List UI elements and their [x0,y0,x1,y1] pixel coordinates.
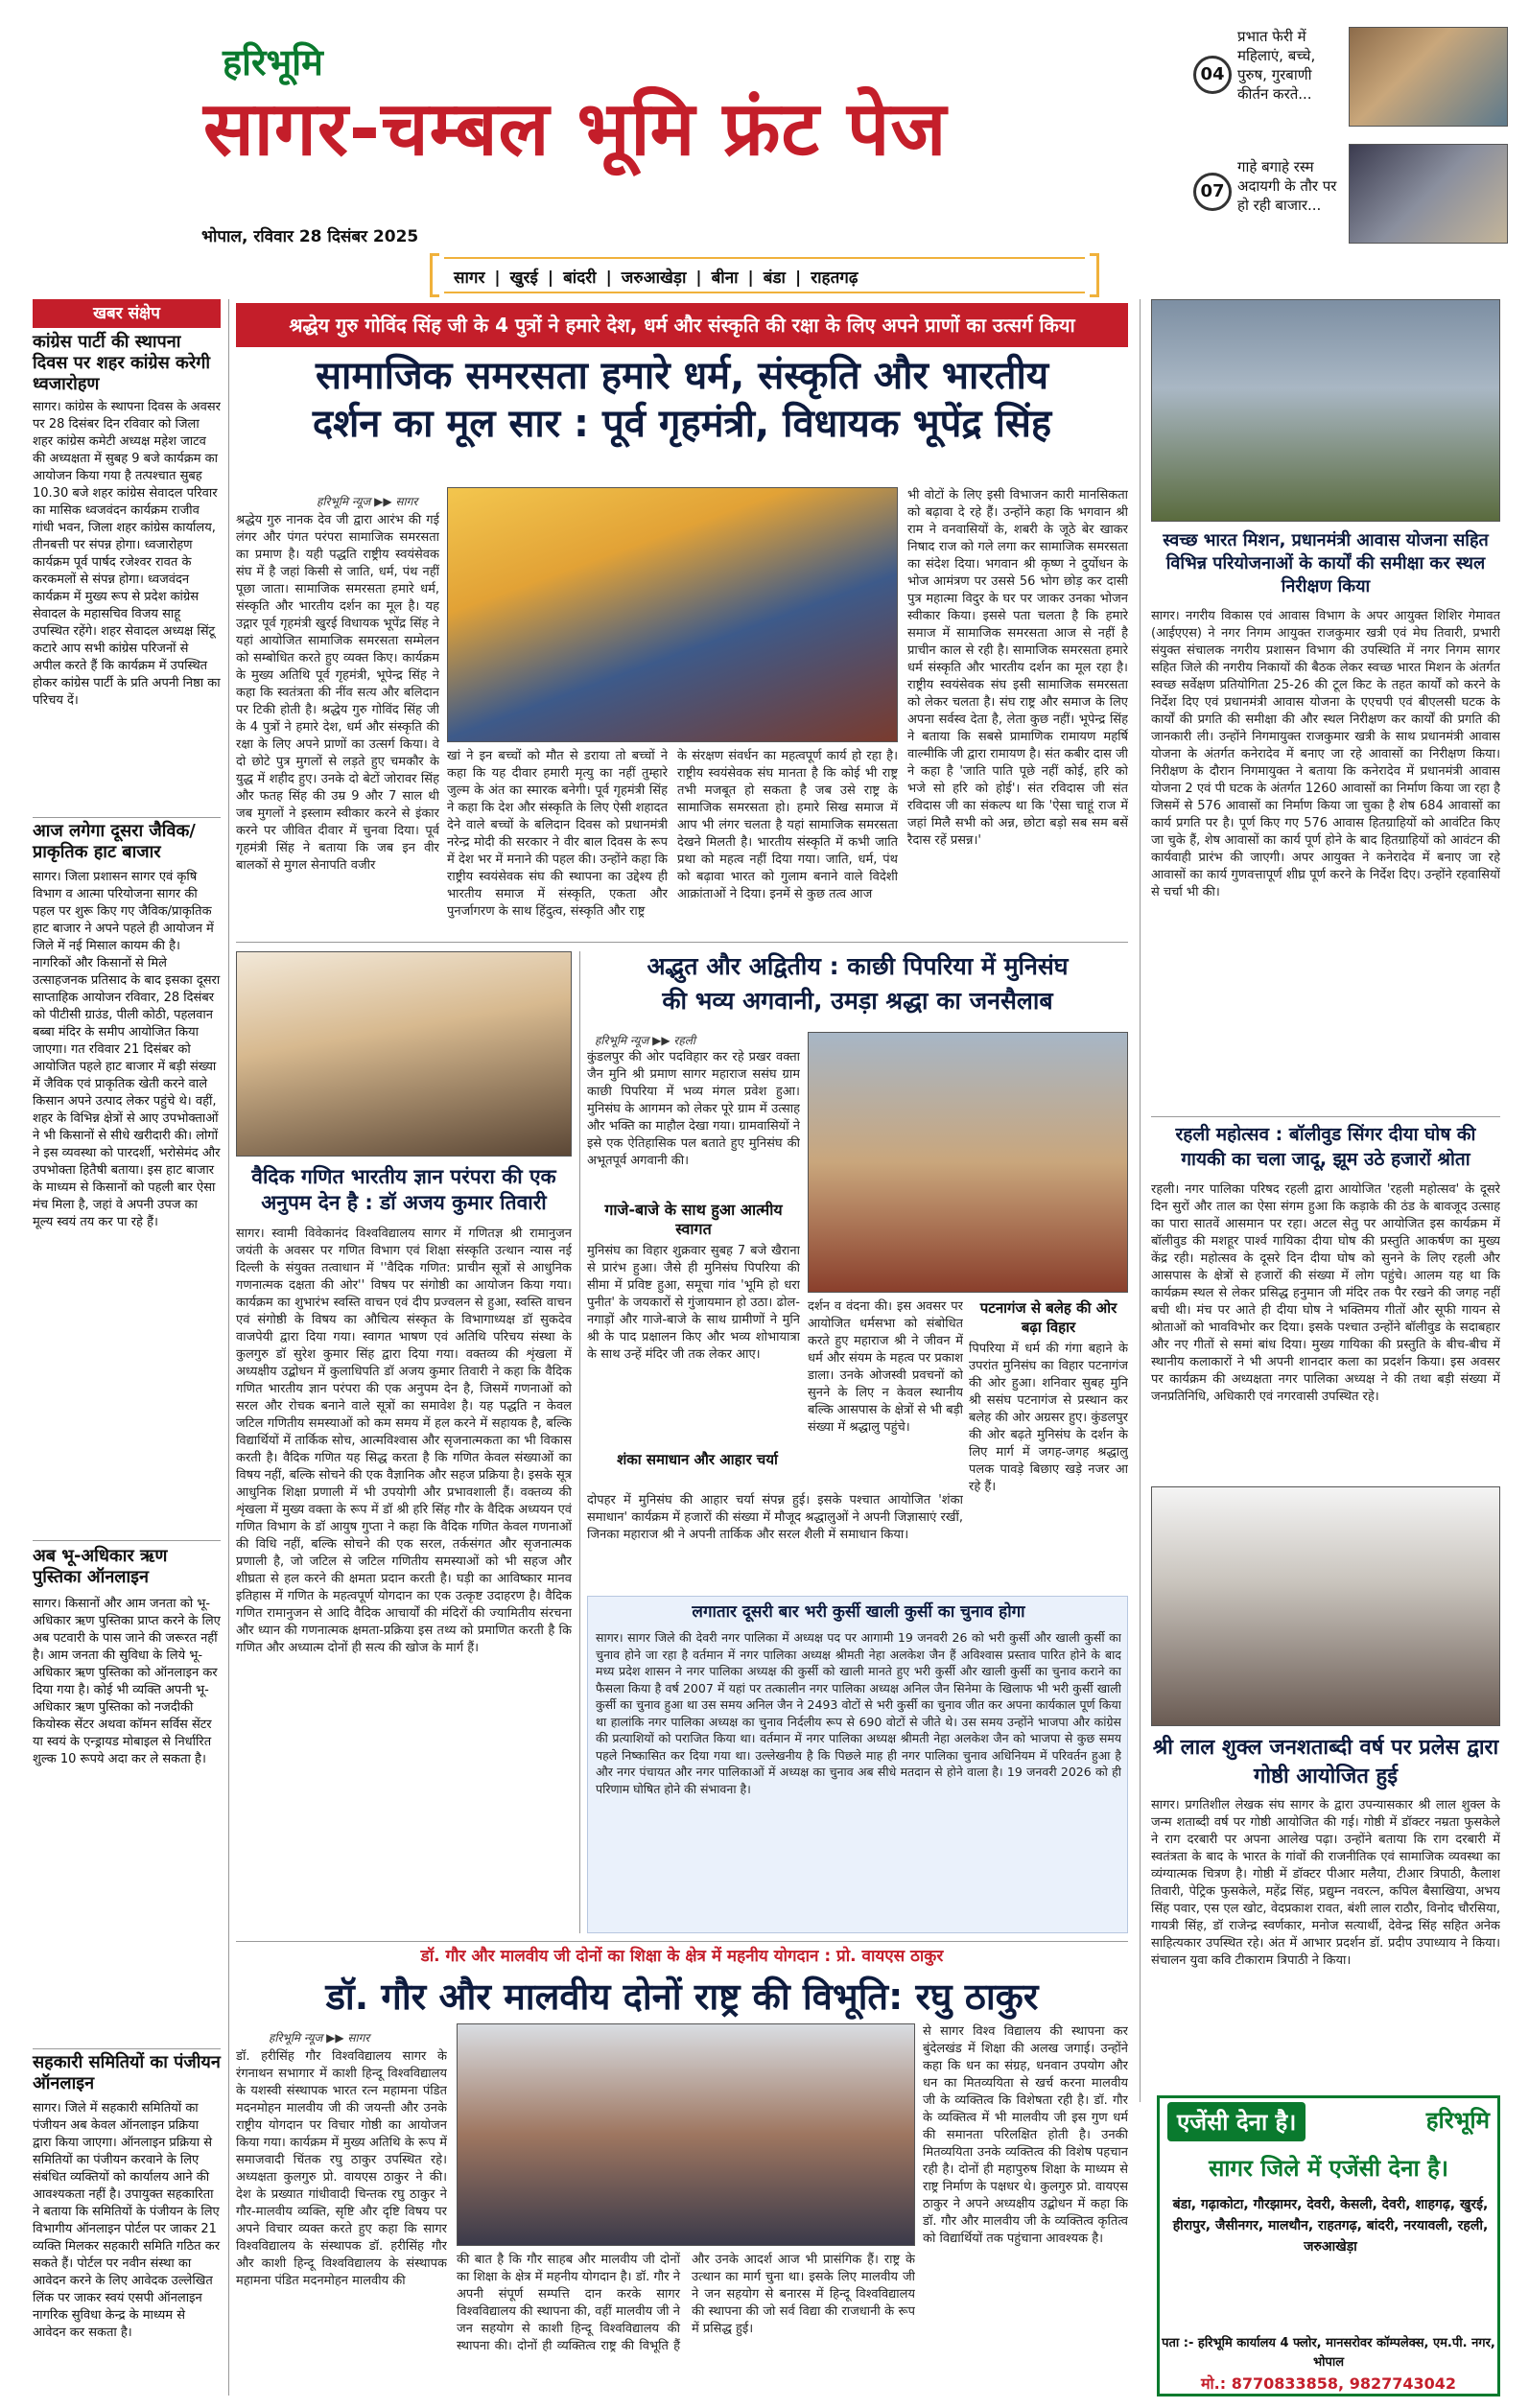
vedic-photo [236,951,572,1157]
ad-header [1160,2098,1497,2139]
agency-ad[interactable] [1157,2095,1500,2396]
column-rule [1140,299,1141,2102]
lead-body-col4: भी वोटों के लिए इसी विभाजन कारी मानसिकता को बढ़ावा दे रहे हैं। उन्होंने कहा कि भगवान श्री राम ने वनवासियों के, शबरी के जूठे बेर खाकर निषाद राज को गले लगा कर सामाजिक समरसता का संदेश दिया। भगवान श्री कृष्ण ने दुर्योधन के भोज आमंत्रण पर उससे 56 भोग छोड़ कर दासी पुत्र महात्मा विदुर के घर पर जाकर उनका भोजन स्वीकार किया। इससे पता चलता है कि हमारे समाज में सामाजिक समरसता आज से नहीं है प्राचीन काल से रही है। सामाजिक समरसता हमारे धर्म संस्कृति और भारतीय दर्शन का मूल रहा है। राष्ट्रीय स्वयंसेवक संघ इसी सामाजिक समरसता को लेकर चलता है। संघ राष्ट्र और समाज के लिए अपना सर्वस्व देता है, लेता कुछ नहीं। भूपेन्द्र सिंह ने बताया कि सबसे प्रामाणिक रामायण महर्षि वाल्मीकि जी द्वारा रामायण है। संत कबीर दास जी ने कहा है 'जाति पाति पूछे नहीं कोई, हरि को भजे सो हरि को होई'। संत रविदास जी संत रविदास जी का संकल्प था कि 'ऐसा चाहूं राज में जहां मिलै सभी को अन्न, छोटा बड़ो सब सम बसें रैदास रहें प्रसन्न।' [907,488,1128,848]
lead-body-col3: के संरक्षण संवर्धन का महत्वपूर्ण कार्य हो रहा है। राष्ट्रीय स्वयंसेवक संघ मानता है कि कोई भी राष्ट्र तभी मजबूत हो सकता है जब उसे राष्ट्र के सामाजिक समरसता हो। हमारे सिख समाज में आप भी लंगर चलता है यहां सामाजिक समरसता देखने मिलती है। भारतीय संस्कृति में कभी जाति प्रथा को महत्व नहीं दिया गया। जाति, धर्म, पंथ को बढ़ावा भारत को गुलाम बनाने वाले विदेशी आक्रांताओं ने दिया। इनमें से कुछ तत्व आज [677,749,898,901]
divider [33,2048,221,2049]
muni-body: मुनिसंघ का विहार शुक्रवार सुबह 7 बजे खैराना से प्रारंभ हुआ। जैसे ही मुनिसंघ पिपरिया की सीमा में प्रविष्ट हुआ, समूचा गांव 'भूमि हो धरा पुनीत' के जयकारों से गुंजायमान हो उठा। ढोल-नगाड़ों और गाजे-बाजे के साथ ग्रामीणों ने मुनि श्री के पाद प्रक्षालन किए और भव्य शोभायात्रा के साथ उन्हें मंदिर जी तक लेकर आए। [587,1244,800,1362]
election-headline: लगातार दूसरी बार भरी कुर्सी खाली कुर्सी का चुनाव होगा [692,1602,1025,1622]
lalshukl-body: सागर। प्रगतिशील लेखक संघ सागर के द्वारा उपन्यासकार श्री लाल शुक्ल के जन्म शताब्दी वर्ष पर गोष्ठी आयोजित की गई। गोष्ठी में डॉक्टर नम्रता फुसकेले ने राग दरबारी पर अपना आलेख पढ़ा। उन्होंने बताया कि राग दरबारी में स्वतंत्रता के बाद के भारत के गांवों की राजनीतिक एवं सामाजिक व्यवस्था का व्यंग्यात्मक चित्रण है। गोष्ठी में डॉक्टर पीआर मलैया, टीआर त्रिपाठी, कैलाश तिवारी, पेट्रिक फुसकेले, महेंद्र सिंह, प्रद्युम्न नवरत्न, कपिल बैसाखिया, अभय सिंह पवार, एस एल खोट, वेदप्रकाश रावत, बंशी लाल राठौर, विनोद चौरसिया, गायत्री सिंह, डॉ राजेन्द्र स्वर्णकार, मनोज सत्यार्थी, देवेन्द्र सिंह सहित अनेक साहित्यकार उपस्थित रहे। अंत में आभार प्रदर्शन डॉ. प्रदीप उपाध्याय ने किया। संचालन युवा कवि टीकाराम त्रिपाठी ने किया। [1151,1798,1500,1968]
brief-body: सागर। जिला प्रशासन सागर एवं कृषि विभाग व आत्मा परियोजना सागर की पहल पर शुरू किए गए जैविक/प्राकृतिक हाट बाजार ने अपने पहले ही आयोजन में जिले में नई मिसाल कायम की है। नागरिकों और किसानों से मिले उत्साहजनक प्रतिसाद के बाद इसका दूसरा साप्ताहिक आयोजन रविवार, 28 दिसंबर को पीटीसी ग्राउंड, पीली कोठी, पहलवान बब्बा मंदिर के समीप आयोजित किया जाएगा। गत रविवार 21 दिसंबर को आयोजित पहले हाट बाजार में बड़ी संख्या में जैविक एवं प्राकृतिक खेती करने वाले किसान अपने उत्पाद लेकर पहुंचे थे। वहीं, शहर के विभिन्न क्षेत्रों से आए उपभोक्ताओं ने भी किसानों से सीधे खरीदारी की। लोगों ने इस व्यवस्था को पारदर्शी, भरोसेमंद और उपभोक्ता हितैषी बताया। इस हाट बाजार के माध्यम से किसानों को पहली बार ऐसा मंच मिला है, जहां वे अपनी उपज का मूल्य स्वयं तय कर पा रहे हैं। [33,870,221,1229]
column-rule [579,951,580,1933]
brief-body: सागर। कांग्रेस के स्थापना दिवस के अवसर पर 28 दिसंबर दिन रविवार को जिला शहर कांग्रेस कमेटी अध्यक्ष महेश जाटव की अध्यक्षता में सुबह 9 बजे कार्यक्रम का आयोजन किया गया है तत्पश्चात सुबह 10.30 बजे शहर कांग्रेस सेवादल परिवार का मासिक ध्वजवंदन कार्यक्रम राजीव गांधी भवन, जिला शहर कांग्रेस कार्यालय, तीनबत्ती पर संपन्न होगा। ध्वजारोहण कार्यक्रम पूर्व पार्षद रजेश्वर रावत के करकमलों से संपन्न होगा। ध्वजवंदन कार्यक्रम में मुख्य रूप से प्रदेश कांग्रेस सेवादल के महासचिव विजय साहू उपस्थित रहेंगे। शहर सेवादल अध्यक्ष सिंटू कटारे आप सभी कांग्रेस परिजनों से अपील करते हैं कि कार्यक्रम में उपस्थित होकर कांग्रेस पार्टी के प्रति अपनी निष्ठा का परिचय दें। [33,400,221,708]
gour-headline: डॉ. गौर और मालवीय दोनों राष्ट्र की विभूति: रघु ठाकुर [325,1975,1039,2018]
city-sagar[interactable]: सागर [454,269,485,288]
muni-subhead: शंका समाधान और आहार चर्या [617,1451,778,1468]
city-bina[interactable]: बीना [711,269,739,288]
muni-byline: हरिभूमि न्यूज ▶▶ रहली [595,1034,695,1047]
news-brief-band: खबर संक्षेप [33,299,221,328]
city-bandri[interactable]: बांदरी [563,269,597,288]
teaser-photo [1349,144,1508,244]
lead-banner: श्रद्धेय गुरु गोविंद सिंह जी के 4 पुत्रों ने हमारे देश, धर्म और संस्कृति की रक्षा के लिए अपने प्राणों का उत्सर्ग किया [236,303,1128,347]
teaser-07[interactable] [1193,144,1510,244]
gour-kicker: डॉ. गौर और मालवीय जी दोनों का शिक्षा के क्षेत्र में महनीय योगदान : प्रो. वायएस ठाकुर [420,1947,944,1966]
brief-headline: आज लगेगा दूसरा जैविक/ प्राकृतिक हाट बाजार [33,821,196,862]
ad-title: एजेंसी देना है। [1167,2102,1306,2141]
brief-headline: सहकारी समितियों का पंजीयन ऑनलाइन [33,2052,221,2093]
lead-byline: हरिभूमि न्यूज ▶▶ सागर [317,495,418,508]
column-rule [228,299,229,2396]
masthead [201,27,1153,246]
ad-logo: हरिभूमि [1425,2106,1490,2134]
city-khurai[interactable]: खुरई [509,269,538,288]
swachh-body: सागर। नगरीय विकास एवं आवास विभाग के अपर आयुक्त शिशिर गेमावत (आईएएस) ने नगर निगम आयुक्त राजकुमार खत्री एवं मेघ तिवारी, प्रभारी संयुक्त संचालक नगरीय प्रशासन विभाग की उपस्थिति में नगर निगम सागर सहित जिले की नगरीय निकायों की बैठक लेकर स्वच्छ भारत मिशन के अंतर्गत स्वच्छ सर्वेक्षण प्रतियोगिता 25-26 की टूल किट के तहत कार्यों को करने के निर्देश दिए एवं प्रधानमंत्री आवास योजना के एएचपी एवं बीएलसी घटक के कार्यों की प्रगति की समीक्षा की और स्थल निरीक्षण कर कार्यों की प्रगति की जानकारी ली। उन्होंने निगमायुक्त राजकुमार खत्री के साथ प्रधानमंत्री आवास योजना के अंतर्गत कनेरादेव में बनाए जा रहे आवासों का निरीक्षण किया। निरीक्षण के दौरान निगमायुक्त ने बताया कि कनेरादेव में प्रधानमंत्री आवास योजना 2 एवं पी घटक के अंतर्गत 1260 आवासों का निर्माण किया जा रहा है जिसमें से 576 आवासों का निर्माण किया जा चुका है शेष 684 आवासों का कार्य प्रगति पर है। पूर्ण किए गए 576 आवास हितग्राहियों को आवंटित किए जा चुके हैं, शेष आवासों का कार्य पूर्ण होने के बाद हितग्राहियों को आवंटन की कार्यवाही प्रारंभ की जाएगी। अपर आयुक्त ने कनेरादेव में बनाए जा रहे आवासों का कार्य गुणवत्तापूर्ण शीघ्र पूर्ण करने के निर्देश दिए। उन्होंने रहवासियों से चर्चा भी की। [1151,609,1500,900]
brief-headline: अब भू-अधिकार ऋण पुस्तिका ऑनलाइन [33,1546,168,1587]
brief-headline: कांग्रेस पार्टी की स्थापना दिवस पर शहर कांग्रेस करेगी ध्वजारोहण [33,332,210,394]
gour-byline: हरिभूमि न्यूज ▶▶ सागर [269,2031,370,2045]
teaser-04[interactable] [1193,27,1510,127]
divider [236,942,1128,943]
brief-body: सागर। जिले में सहकारी समितियों का पंजीयन अब केवल ऑनलाइन प्रक्रिया द्वारा किया जाएगा। ऑनलाइन प्रक्रिया से समितियों का पंजीयन करवाने के लिए संबंधित व्यक्तियों को कार्यालय आने की आवश्यकता नहीं है। उपायुक्त सहकारिता ने बताया कि समितियों के पंजीयन के लिए विभागीय ऑनलाइन पोर्टल पर जाकर 21 व्यक्ति मिलकर सहकारी समिति गठित कर सकते हैं। पोर्टल पर नवीन संस्था का आवेदन करने के लिए आवेदक उल्लेखित लिंक पर जाकर स्वयं एसपी ऑनलाइन नागरिक सुविधा केन्द्र के माध्यम से आवेदन कर सकता है। [33,2101,221,2340]
lead-headline-line2: दर्शन का मूल सार : पूर्व गृहमंत्री, विधायक भूपेंद्र सिंह [312,402,1052,446]
vedic-body: सागर। स्वामी विवेकानंद विश्वविद्यालय सागर में गणितज्ञ श्री रामानुजन जयंती के अवसर पर गणित विभाग एवं शिक्षा संस्कृति उत्थान न्यास नई दिल्ली के संयुक्त तत्वाधान में ''वैदिक गणित: प्राचीन सूत्रों से आधुनिक गणनात्मक दक्षता की ओर'' विषय पर संगोष्ठी का आयोजन किया गया। कार्यक्रम का शुभारंभ स्वस्ति वाचन एवं दीप प्रज्वलन से हुआ, स्वस्ति वाचन एवं संगोष्ठी के विषय का औचित्य संस्कृत के विभागाध्यक्ष डॉ सुकदेव वाजपेयी द्वारा दिया गया। स्वागत भाषण एवं अतिथि परिचय संस्था के कुलगुरु डॉ सुरेश कुमार सिंह द्वारा दिया गया। वक्तव्य की शृंखला में अध्यक्षीय उद्बोधन में कुलाधिपति डॉ अजय कुमार तिवारी ने कहा कि वैदिक गणित भारतीय ज्ञान परंपरा की एक अनुपम देन है, जिसमें गणनाओं को सरल और रोचक बनाने वाले सूत्रों का समावेश है। यह पद्धति न केवल जटिल गणितीय समस्याओं को कम समय में हल करने में सहायक है, बल्कि विद्यार्थियों में तार्किक सोच, आत्मविश्वास और सृजनात्मकता का भी विकास करती है। वैदिक गणित यह सिद्ध करता है कि गणित केवल संख्याओं का विषय नहीं, बल्कि सोचने की एक वैज्ञानिक और सहज प्रक्रिया है। इसके सूत्र आधुनिक शिक्षा प्रणाली में भी उपयोगी और प्रभावशाली हैं। वक्तव्य की शृंखला में मुख्य वक्ता के रूप में डॉ श्री हरि सिंह गौर के वैदिक अध्ययन एवं गणित विभाग के डॉ आयुष गुप्ता ने कहा कि वैदिक गणित केवल गणनाओं की विधि नहीं, बल्कि सोचने की एक सरल, तर्कसंगत और सृजनात्मक प्रणाली है, जो जटिल से जटिल गणितीय समस्याओं को भी सहज और शीघ्रता से हल करने की क्षमता प्रदान करती है। घड़ी का आविष्कार मानव इतिहास में गणित के महत्वपूर्ण योगदान का एक उत्कृष्ट उदाहरण है। वैदिक गणित रामानुजन से आदि वैदिक आचार्यों की मंदिरों की ज्यामितीय संरचना और ध्यान की गणनात्मक क्षमता-प्रक्रिया इस तथ्य को प्रमाणित करती है कि गणित और अध्यात्म दोनों ही सत्य की खोज के मार्ग हैं। [236,1227,572,1655]
teaser-page-number: 04 [1193,56,1232,94]
divider [33,1540,221,1541]
teaser-text: गाहे बगाहे रस्म अदायगी के तौर पर हो रही बाजार... [1237,158,1337,214]
page-title: सागर-चम्बल भूमि फ्रंट पेज [203,86,948,173]
city-banda[interactable]: बंडा [763,269,786,288]
muni-subhead: पटनागंज से बलेह की ओर बढ़ा विहार [979,1299,1117,1336]
election-box [587,1596,1128,1933]
muni-photo [808,1032,1128,1293]
gour-photo [457,2023,915,2246]
lead-body-col1: श्रद्धेय गुरु नानक देव जी द्वारा आरंभ की गई लंगर और पंगत परंपरा सामाजिक समरसता का प्रमाण है। यही पद्धति राष्ट्रीय स्वयंसेवक संघ में है जहां किसी से जाति, धर्म, पंथ नहीं पूछा जाता। सामाजिक समरसता हमारे धर्म, संस्कृति और भारतीय दर्शन का मूल है। यह उद्गार पूर्व गृहमंत्री खुरई विधायक भूपेंद्र सिंह ने यहां आयोजित सामाजिक समरसता सम्मेलन को सम्बोधित करते हुए व्यक्त किए। कार्यक्रम के मुख्य अतिथि पूर्व गृहमंत्री, भूपेन्द्र सिंह ने कहा कि स्वतंत्रता की नींव सत्य और बलिदान पर टिकी होती है। श्रद्धेय गुरु गोविंद सिंह जी के 4 पुत्रों ने हमारे देश, धर्म और संस्कृति की रक्षा के लिए अपने प्राणों का उत्सर्ग किया। वे दो छोटे पुत्र मुगलों से लड़ते हुए चमकौर के युद्ध में शहीद हुए। उनके दो बेटों जोरावर सिंह और फतह सिंह की उम्र 9 और 7 साल थी जब मुगलों ने इस्लाम स्वीकार करने से इंकार करने पर जीवित दीवार में चुनवा दिया। पूर्व गृहमंत्री सिंह ने बताया कि जब इन वीर बालकों से मुगल सेनापति वजीर [236,513,439,873]
city-bracket-right [1090,253,1099,297]
gour-body-col3: की बात है कि गौर साहब और मालवीय जी दोनों का शिक्षा के क्षेत्र में महनीय योगदान है। डॉ. गौर ने अपनी संपूर्ण सम्पत्ति दान करके सागर विश्वविद्यालय की स्थापना की, वहीं मालवीय जी ने जन सहयोग से काशी हिन्दू विश्वविद्यालय की स्थापना की। दोनों ही व्यक्तित्व राष्ट्र की विभूति हैं और उनके आदर्श आज भी प्रासंगिक हैं। राष्ट्र के उत्थान का मार्ग चुना था। इसके लिए मालवीय जी ने जन सहयोग से बनारस में हिन्दू विश्वविद्यालय की स्थापना की जो सर्व विद्या की राजधानी के रूप में प्रसिद्ध हुई। [457,2253,915,2353]
ad-subtitle: सागर जिले में एजेंसी देना है। [1209,2155,1448,2182]
ad-phone[interactable]: मो.: 8770833858, 9827743042 [1200,2374,1457,2393]
city-jaruakheda[interactable]: जरुआखेड़ा [621,269,687,288]
brief-body: सागर। किसानों और आम जनता को भू-अधिकार ऋण पुस्तिका प्राप्त करने के लिए अब पटवारी के पास जाने की जरूरत नहीं है। आम जनता की सुविधा के लिये भू-अधिकार ऋण पुस्तिका को ऑनलाइन कर दिया गया है। कोई भी व्यक्ति अपनी भू-अधिकार ऋण पुस्तिका को नजदीकी कियोस्क सेंटर अथवा कॉमन सर्विस सेंटर या स्वयं के एन्ड्रायड मोबाइल से निर्धारित शुल्क 10 रूपये अदा कर ले सकता है। [33,1597,221,1766]
gour-body-col1: डॉ. हरीसिंह गौर विश्वविद्यालय सागर के रंगनाथन सभागार में काशी हिन्दू विश्वविद्यालय के यशस्वी संस्थापक भारत रत्न महामना पंडित मदनमोहन मालवीय जी की जयन्ती और उनके राष्ट्रीय योगदान पर विचार गोष्ठी का आयोजन किया गया। कार्यक्रम में मुख्य अतिथि के रूप में समाजवादी चिंतक रघु ठाकुर उपस्थित रहे। अध्यक्षता कुलगुरु प्रो. वायएस ठाकुर ने की। देश के प्रख्यात गांधीवादी चिन्तक रघु ठाकुर ने गौर-मालवीय व्यक्ति, सृष्टि और दृष्टि विषय पर अपने विचार व्यक्त करते हुए कहा कि सागर विश्वविद्यालय के संस्थापक डॉ. हरीसिंह गौर और काशी हिन्दू विश्वविद्यालय के संस्थापक महामना पंडित मदनमोहन मालवीय की [236,2049,447,2288]
ad-address: पता :- हरिभूमि कार्यालय 4 फ्लोर, मानसरोवर कॉम्पलेक्स, एम.पी. नगर, भोपाल [1162,2336,1495,2370]
muni-body: पिपरिया में धर्म की गंगा बहाने के उपरांत मुनिसंघ का विहार पटनागंज की ओर हुआ। शनिवार सुबह मुनि श्री ससंघ पटनागंज से प्रस्थान कर बलेह की ओर अग्रसर हुए। कुंडलपुर की ओर बढ़ते मुनिसंघ के दर्शन के लिए मार्ग में जगह-जगह श्रद्धालु पलक पावड़े बिछाए खड़े नजर आ रहे हैं। [969,1342,1128,1494]
muni-headline-line1: अद्भुत और अद्वितीय : काछी पिपरिया में मुनिसंघ [647,952,1069,980]
gour-body-col4: से सागर विश्व विद्यालय की स्थापना कर बुंदेलखंड में शिक्षा की अलख जगाई। उन्होंने कहा कि धन का संग्रह, धनवान उपयोग और धन का मितव्ययिता से खर्च करना मालवीय जी के व्यक्तित्व कि विशेषता रही है। डॉ. गौर के व्यक्तित्व में भी मालवीय जी इस गुण धर्म की समानता परिलक्षित होती है। उनकी मितव्ययिता उनके व्यक्तित्व की विशेष पहचान रही है। दोनों ही महापुरुष शिक्षा के माध्यम से राष्ट्र निर्माण के पक्षधर थे। कुलगुरु प्रो. वायएस ठाकुर ने अपने अध्यक्षीय उद्बोधन में कहा कि डॉ. गौर और मालवीय जी के व्यक्तित्व कृतित्व को विद्यार्थियों तक पहुंचाना आवश्यक है। [923,2024,1128,2246]
dateline: भोपाल, रविवार 28 दिसंबर 2025 [201,227,419,246]
city-nav: सागर | खुरई | बांदरी | जरुआखेड़ा | बीना | बंडा | राहतगढ़ [444,257,1085,293]
teaser-page-number: 07 [1193,173,1232,211]
muni-body: कुंडलपुर की ओर पदविहार कर रहे प्रखर वक्ता जैन मुनि श्री प्रमाण सागर महाराज ससंघ ग्राम काछी पिपरिया में भव्य मंगल प्रवेश हुआ। मुनिसंघ के आगमन को लेकर पूरे ग्राम में उत्साह और भक्ति का माहौल देखा गया। ग्रामवासियों ने इसे एक ऐतिहासिक पल बताते हुए मुनिसंघ की अभूतपूर्व अगवानी की। [587,1050,800,1168]
lead-photo [447,487,898,742]
rahli-body: रहली। नगर पालिका परिषद रहली द्वारा आयोजित 'रहली महोत्सव' के दूसरे दिन सुरों और ताल का ऐसा संगम हुआ कि कड़ाके की ठंड के बावजूद उत्साह का पारा सातवें आसमान पर रहा। अटल सेतु पर आयोजित इस कार्यक्रम में बॉलीवुड की मशहूर पार्श्व गायिका दीया घोष की प्रस्तुति आकर्षण का मुख्य केंद्र रही। महोत्सव के दूसरे दिन दीया घोष को सुनने के लिए रहली और आसपास के क्षेत्रों से हजारों की संख्या में लोग पहुंचे। आलम यह था कि कार्यक्रम स्थल से लेकर प्रसिद्ध हनुमान जी मंदिर तक पैर रखने की जगह नहीं बची थी। मंच पर आते ही दीया घोष ने भक्तिमय गीतों और सूफी गायन से श्रोताओं को भावविभोर कर दिया। इसके पश्चात उन्होंने बॉलीवुड के सदाबहार और नए गीतों से समां बांध दिया। मुख्य गायिका की प्रस्तुति के बीच-बीच में स्थानीय कलाकारों ने भी अपनी शानदार कला का प्रदर्शन किया। इस अवसर पर कार्यक्रम की अध्यक्षता नगर पालिका अध्यक्ष ने की तथा बड़ी संख्या में जनप्रतिनिधि, अधिकारी एवं नगरवासी उपस्थित रहे। [1151,1182,1500,1404]
brand-logo: हरिभूमि [223,40,323,83]
teaser-photo [1349,27,1508,127]
swachh-headline: स्वच्छ भारत मिशन, प्रधानमंत्री आवास योजना सहित विभिन्न परियोजनाओं के कार्यों की समीक्षा कर स्थल निरीक्षण किया [1163,530,1489,596]
divider [33,817,221,818]
city-rahatgarh[interactable]: राहतगढ़ [811,269,859,288]
divider [236,1941,1128,1942]
divider [1151,1116,1500,1117]
city-bracket-left [430,253,439,297]
ad-places: बंडा, गढ़ाकोटा, गौरझामर, देवरी, केसली, देवरी, शाहगढ़, खुरई, हीरापुर, जैसीनगर, मालथौन, राहतगढ़, बांदरी, नरयावली, रहली, जरुआखेड़ा [1172,2197,1489,2255]
lead-headline-line1: सामाजिक समरसता हमारे धर्म, संस्कृति और भारतीय [315,354,1049,398]
teaser-text: प्रभात फेरी में महिलाएं, बच्चे, पुरुष, गुरबाणी कीर्तन करते... [1237,28,1316,103]
muni-subhead: गाजे-बाजे के साथ हुआ आत्मीय स्वागत [604,1201,783,1238]
lead-body-col2: खां ने इन बच्चों को मौत से डराया तो बच्चों ने कहा कि यह दीवार हमारी मृत्यु का नहीं तुम्हारे जुल्म के अंत का स्मारक बनेगी। पूर्व गृहमंत्री सिंह ने कहा कि देश और संस्कृति के लिए ऐसी शहादत देने वाले बच्चों के बलिदान दिवस को प्रधानमंत्री नरेन्द्र मोदी की सरकार ने वीर बाल दिवस के रूप में देश भर में मनाने की पहल की। उन्होंने कहा कि राष्ट्रीय स्वयंसेवक संघ की स्थापना का उद्देश्य ही भारतीय समाज में संस्कृति, एकता और पुनर्जागरण के साथ हिंदुत्व, संस्कृति और राष्ट्र [447,749,668,919]
rahli-headline: रहली महोत्सव : बॉलीवुड सिंगर दीया घोष की गायकी का चला जादू, झूम उठे हजारों श्रोता [1175,1124,1476,1170]
muni-body: दोपहर में मुनिसंघ की आहार चर्या संपन्न हुई। इसके पश्चात आयोजित 'शंका समाधान' कार्यक्रम में हजारों की संख्या में मौजूद श्रद्धालुओं ने अपनी जिज्ञासाएं रखीं, जिनका महाराज श्री ने अपनी तार्किक और सरल शैली में समाधान किया। [587,1493,963,1542]
muni-headline-line2: की भव्य अगवानी, उमड़ा श्रद्धा का जनसैलाब [662,987,1053,1015]
swachh-photo [1151,299,1500,522]
lalshukl-photo [1151,1486,1500,1726]
election-body: सागर। सागर जिले की देवरी नगर पालिका में अध्यक्ष पद पर आगामी 19 जनवरी 26 को भरी कुर्सी और खाली कुर्सी का चुनाव होने जा रहा है वर्तमान में नगर पालिका अध्यक्ष श्रीमती नेहा अलकेश जैन हैं अविश्वास प्रस्ताव पारित होने के बाद मध्य प्रदेश शासन ने नगर पालिका अध्यक्ष की कुर्सी को खाली मानते हुए भरी कुर्सी और खाली कुर्सी का चुनाव कराने का फैसला किया है वर्ष 2007 में यहां पर तत्कालीन नगर पालिका अध्यक्ष अनिल जैन सिनेमा के खिलाफ भी भरी कुर्सी खाली कुर्सी का चुनाव हुआ था उस समय अनिल जैन ने 2493 वोटों से भरी कुर्सी का चुनाव जीत कर अपना कार्यकाल पूर्ण किया था हालांकि नगर पालिका अध्यक्ष का चुनाव निर्दलीय रूप से 690 वोटों से जीते थे। उस समय उन्होंने भाजपा और कांग्रेस की प्रत्याशियों को पराजित किया था। वर्तमान में नगर पालिका अध्यक्ष श्रीमती नेहा अलकेश जैन को भाजपा से कुछ समय पहले निष्कासित कर दिया गया था। उल्लेखनीय है कि पिछले माह ही नगर पालिका चुनाव अधिनियम में परिवर्तन हुआ है और नगर पंचायत और नगर पालिकाओं में अध्यक्ष का चुनाव अब सीधे मतदान से होने वाला है। 19 जनवरी 2026 को ही परिणाम घोषित होने की संभावना है। [596,1630,1121,1796]
lalshukl-headline: श्री लाल शुक्ल जनशताब्दी वर्ष पर प्रलेस द्वारा गोष्ठी आयोजित हुई [1152,1736,1499,1788]
muni-body: दर्शन व वंदना की। इस अवसर पर आयोजित धर्मसभा को संबोधित करते हुए महाराज श्री ने जीवन में धर्म और संयम के महत्व पर प्रकाश डाला। उनके ओजस्वी प्रवचनों को सुनने के लिए न केवल स्थानीय बल्कि आसपास के क्षेत्रों से भी बड़ी संख्या में श्रद्धालु पहुंचे। [808,1299,963,1435]
vedic-headline: वैदिक गणित भारतीय ज्ञान परंपरा की एक अनुपम देन है : डॉ अजय कुमार तिवारी [251,1165,556,1214]
